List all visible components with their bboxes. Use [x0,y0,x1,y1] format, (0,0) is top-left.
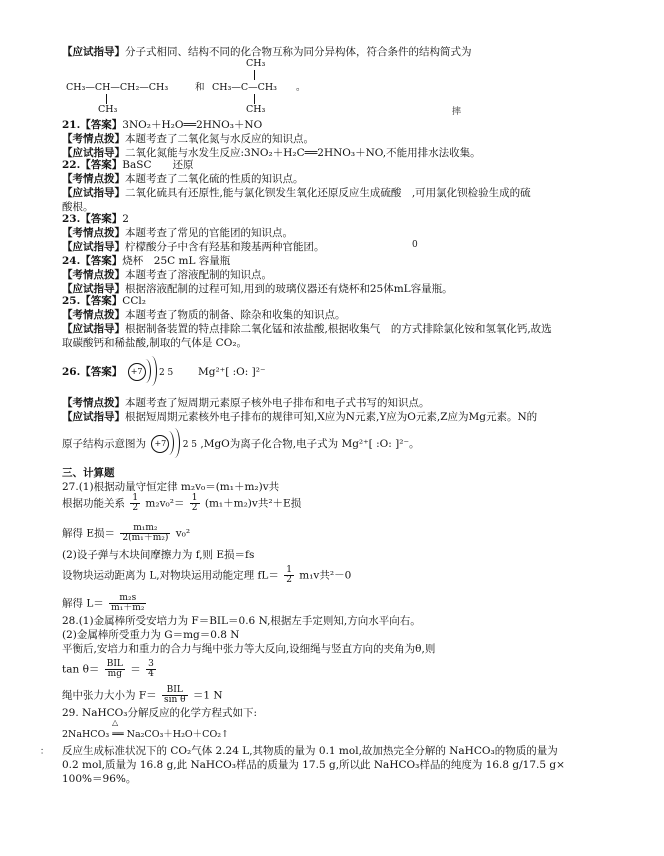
text-line [62,172,304,186]
reaction-heat-symbol: △ [112,718,119,727]
q26-label: 26.【答案】 [62,366,123,378]
line-text: 0.2 mol,质量为 16.8 g,此 NaHCO₃样品的质量为 17.5 g,所以此 NaHCO₃样品的纯度为 16.8 g/17.5 g× [62,759,565,771]
line-text: CCl₂ [122,295,146,307]
line-text: BaSC 还原 [122,159,194,171]
line-text: 根据制备装置的特点排除二氧化锰和浓盐酸,根据收集气 的方式排除氯化铵和氢氧化钙,故选 [125,323,552,335]
line-text: (2)金属棒所受重力为 G＝mg＝0.8 N [62,629,240,641]
line-text: 本题考查了短周期元素原子核外电子排布和电子式书写的知识点。 [125,397,430,409]
shell-electrons: 2 5 [182,440,198,450]
line-text: 烧杯 25C mL 容量瓶 [122,255,231,267]
answer-tag: 24.【答案】 [62,255,123,267]
text-line [62,410,537,424]
margin-colon: ： [40,747,50,757]
structure-chain-1: CH₃—CH—CH₂—CH₃ [66,82,169,93]
answer-tag: 22.【答案】 [62,159,123,171]
answer-tag: 【考情点拨】 [62,173,125,185]
fraction-energy: $\frac{\text{m₁m₂}}{\text{2(m₁＋m₂)}}$ [122,523,169,543]
text-line [62,548,254,562]
text-line [62,118,262,132]
answer-tag: 【考情点拨】 [62,397,125,409]
line-text: 根据短周期元素核外电子排布的规律可知,X应为N元素,Y应为O元素,Z应为Mg元素。N的 [125,411,538,423]
line-text: 根据溶液配制的过程可知,用到的玻璃仪器还有烧杯和25体mL容量瓶。 [125,283,453,295]
text-line [62,268,272,282]
q26-answer [62,362,266,382]
line-text: 本题考查了二氧化硫的性质的知识点。 [125,173,304,185]
line-text: 本题考查了物质的制备、除杂和收集的知识点。 [125,309,346,321]
line-text: 取碳酸钙和稀盐酸,制取的气体是 CO₂。 [62,337,248,349]
fraction-distance: $\frac{\text{m₂s}}{\text{m₁＋m₂}}$ [111,593,145,613]
text-line [62,186,531,200]
text-line [62,308,346,322]
structure-top-ch3: CH₃ [246,58,266,69]
answer-tag: 【考情点拨】 [62,269,125,281]
line-text: 酸根。 [62,201,94,213]
answer-tag: 【应试指导】 [62,411,125,423]
eq28-tension: 绳中张力大小为 F＝ $\frac{\text{BIL}}{\text{sin θ}}$ ＝1 N [62,685,223,705]
line-text: 本题考查了溶液配制的知识点。 [125,269,272,281]
answer-tag: 【应试指导】 [62,147,125,159]
text-line [62,758,565,772]
text-line [62,744,558,758]
line-text: 27.(1)根据动量守恒定律 m₂v₀＝(m₁＋m₂)v共 [62,481,280,493]
structure-and: 和 [195,82,205,93]
text-line [62,322,552,336]
text-line [62,336,247,350]
line-text: 3NO₂＋H₂O══2HNO₃＋NO [122,119,263,131]
text-line [62,642,435,656]
text-line [62,45,472,59]
text-line [62,466,115,480]
nucleus: +7 [151,435,169,453]
line-text: 本题考查了常见的官能团的知识点。 [125,227,293,239]
answer-tag: 【应试指导】 [62,323,125,335]
line-text: 三、计算题 [62,467,115,479]
answer-tag: 【应试指导】 [62,241,125,253]
line-text: (2)设子弹与木块间摩擦力为 f,则 E损＝fs [62,549,255,561]
text-line [62,212,129,226]
structure-period: 。 [296,82,306,93]
structure-ch3-below-2: CH₃ [246,104,266,115]
answer-tag: 21.【答案】 [62,119,123,131]
answer-tag: 【考情点拨】 [62,133,125,145]
text-line [62,614,421,628]
bond-line [254,94,255,104]
text-line [62,628,240,642]
text-line [62,254,230,268]
text-line [62,396,430,410]
fraction-half: $\frac{1}{2}$ [132,493,139,513]
shell-electrons: 2 5 [158,368,174,378]
line-text: 本题考查了二氧化氮与水反应的知识点。 [125,133,314,145]
eq27-line1: 根据功能关系 $\frac{1}{2}$ m₂v₀²＝ $\frac{1}{2}$ (m₁＋m₂)v共²＋E损 [62,493,302,513]
margin-mark: 摔 [452,107,462,117]
stray-zero: 0 [412,240,418,250]
line-text: 2 [122,213,129,225]
answer-tag: 【考情点拨】 [62,309,125,321]
q26-structure-line: 原子结构示意图为 +7 2 5 ,MgO为离子化合物,电子式为 Mg²⁺[ :O: ]²⁻。 [62,434,419,454]
atom-structure-diagram [126,362,156,382]
structure-chain-2: CH₃—C—CH₃ [212,82,277,93]
answer-tag: 【应试指导】 [62,283,125,295]
text-line [62,240,325,254]
text-line [62,158,193,172]
line-text: 二氧化硫具有还原性,能与氯化钡发生氧化还原反应生成硫酸 ,可用氯化钡检验生成的硫 [125,187,531,199]
text-line [62,226,293,240]
answer-tag: 【应试指导】 [62,187,125,199]
text-line [62,480,279,494]
eq29-reaction: 2NaHCO₃ ══ Na₂CO₃＋H₂O＋CO₂↑ [62,729,230,740]
electron-formula: Mg²⁺[ :O: ]²⁻ [197,366,266,378]
line-text: 二氧化氮能与水发生反应:3NO₂＋H₂C══2HNO₃＋NO,不能用排水法收集。 [125,147,481,159]
text-line [62,294,146,308]
line-text: 柠檬酸分子中含有羟基和羧基两种官能团。 [125,241,325,253]
eq27-line2: 解得 E损＝ $\frac{\text{m₁m₂}}{\text{2(m₁＋m₂)}}$ v₀² [62,523,191,543]
text-line [62,772,136,786]
fraction-half: $\frac{1}{2}$ [191,493,198,513]
eq27-line4: 解得 L＝ $\frac{\text{m₂s}}{\text{m₁＋m₂}}$ [62,593,145,613]
text-line [62,706,257,720]
atom-structure-diagram-2 [149,434,179,454]
line-text: 分子式相同、结构不同的化合物互称为同分异构体，符合条件的结构简式为 [125,46,472,58]
fraction-half: $\frac{1}{2}$ [286,565,292,585]
mgo-text: ,MgO为离子化合物,电子式为 Mg²⁺[ :O: ]²⁻。 [200,438,420,450]
nucleus: +7 [128,363,146,381]
answer-tag: 【应试指导】 [62,46,125,58]
line-text: 反应生成标准状况下的 CO₂气体 2.24 L,其物质的量为 0.1 mol,故加热完全分解的 NaHCO₃的物质的量为 [62,745,558,757]
line-text: 29. NaHCO₃分解反应的化学方程式如下: [62,707,258,719]
bond-line [254,70,255,80]
text-line [62,132,314,146]
structure-ch3-below-1: CH₃ [98,104,118,115]
line-text: 28.(1)金属棒所受安培力为 F＝BIL＝0.6 N,根据左手定则知,方向水平向右。 [62,615,421,627]
answer-tag: 23.【答案】 [62,213,123,225]
eq27-line3: 设物块运动距离为 L,对物块运用动能定理 fL＝ $\frac{1}{2}$ m₁v共²－0 [62,565,352,585]
answer-tag: 【考情点拨】 [62,227,125,239]
answer-tag: 25.【答案】 [62,295,123,307]
line-text: 平衡后,安培力和重力的合力与绳中张力等大反向,设细绳与竖直方向的夹角为θ,则 [62,643,436,655]
eq28-tan: tan θ＝ $\frac{\text{BIL}}{mg}$ ＝ $\frac{3}{4}$ [62,659,154,679]
line-text: 100%＝96%。 [62,773,137,785]
bond-line [106,94,107,104]
